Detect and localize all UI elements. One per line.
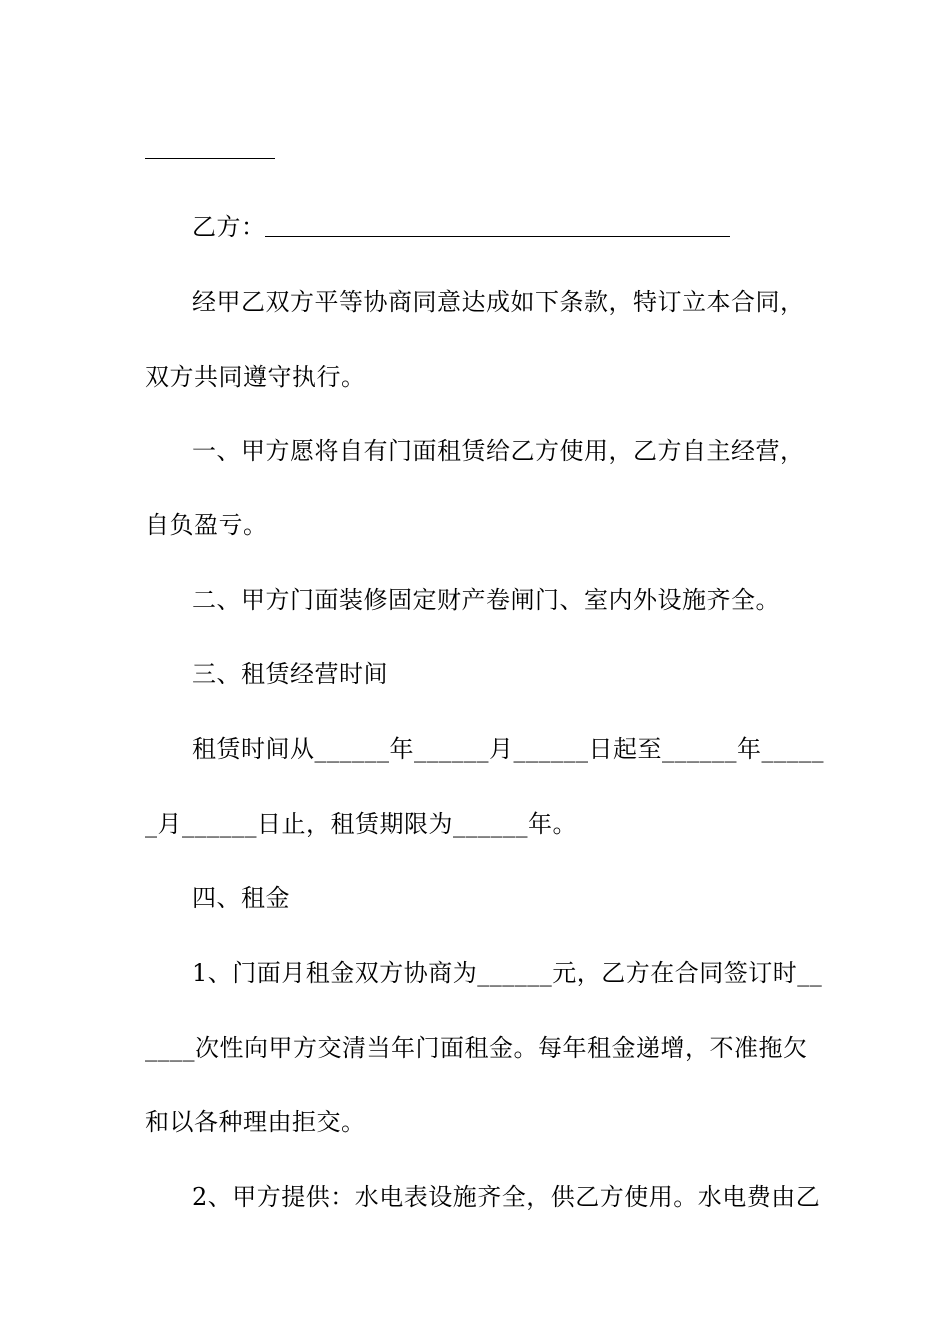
clause-4-1-line: 和以各种理由拒交。 [145,1108,366,1136]
paragraph-line: 双方共同遵守执行。 [145,363,366,391]
clause-3-line: 租赁时间从______年______月______日起至______年_____ [192,735,824,763]
party-b-label: 乙方： [192,213,266,241]
clause-3-line: _月______日止，租赁期限为______年。 [145,810,577,838]
clause-4-heading: 四、租金 [192,884,290,912]
party-b-blank-line [265,236,730,237]
signature-blank-line [145,158,275,159]
clause-3-heading: 三、租赁经营时间 [192,660,388,688]
paragraph-line: 经甲乙双方平等协商同意达成如下条款，特订立本合同， [192,288,805,316]
clause-4-1-line: ____次性向甲方交清当年门面租金。每年租金递增，不准拖欠 [145,1034,808,1062]
clause-4-2-line: 2、甲方提供：水电表设施齐全，供乙方使用。水电费由乙 [192,1183,821,1211]
clause-4-1-line: 1、门面月租金双方协商为______元，乙方在合同签订时__ [192,959,823,987]
clause-2-line: 二、甲方门面装修固定财产卷闸门、室内外设施齐全。 [192,586,780,614]
clause-1-line: 一、甲方愿将自有门面租赁给乙方使用，乙方自主经营， [192,437,805,465]
clause-1-line: 自负盈亏。 [145,511,268,539]
